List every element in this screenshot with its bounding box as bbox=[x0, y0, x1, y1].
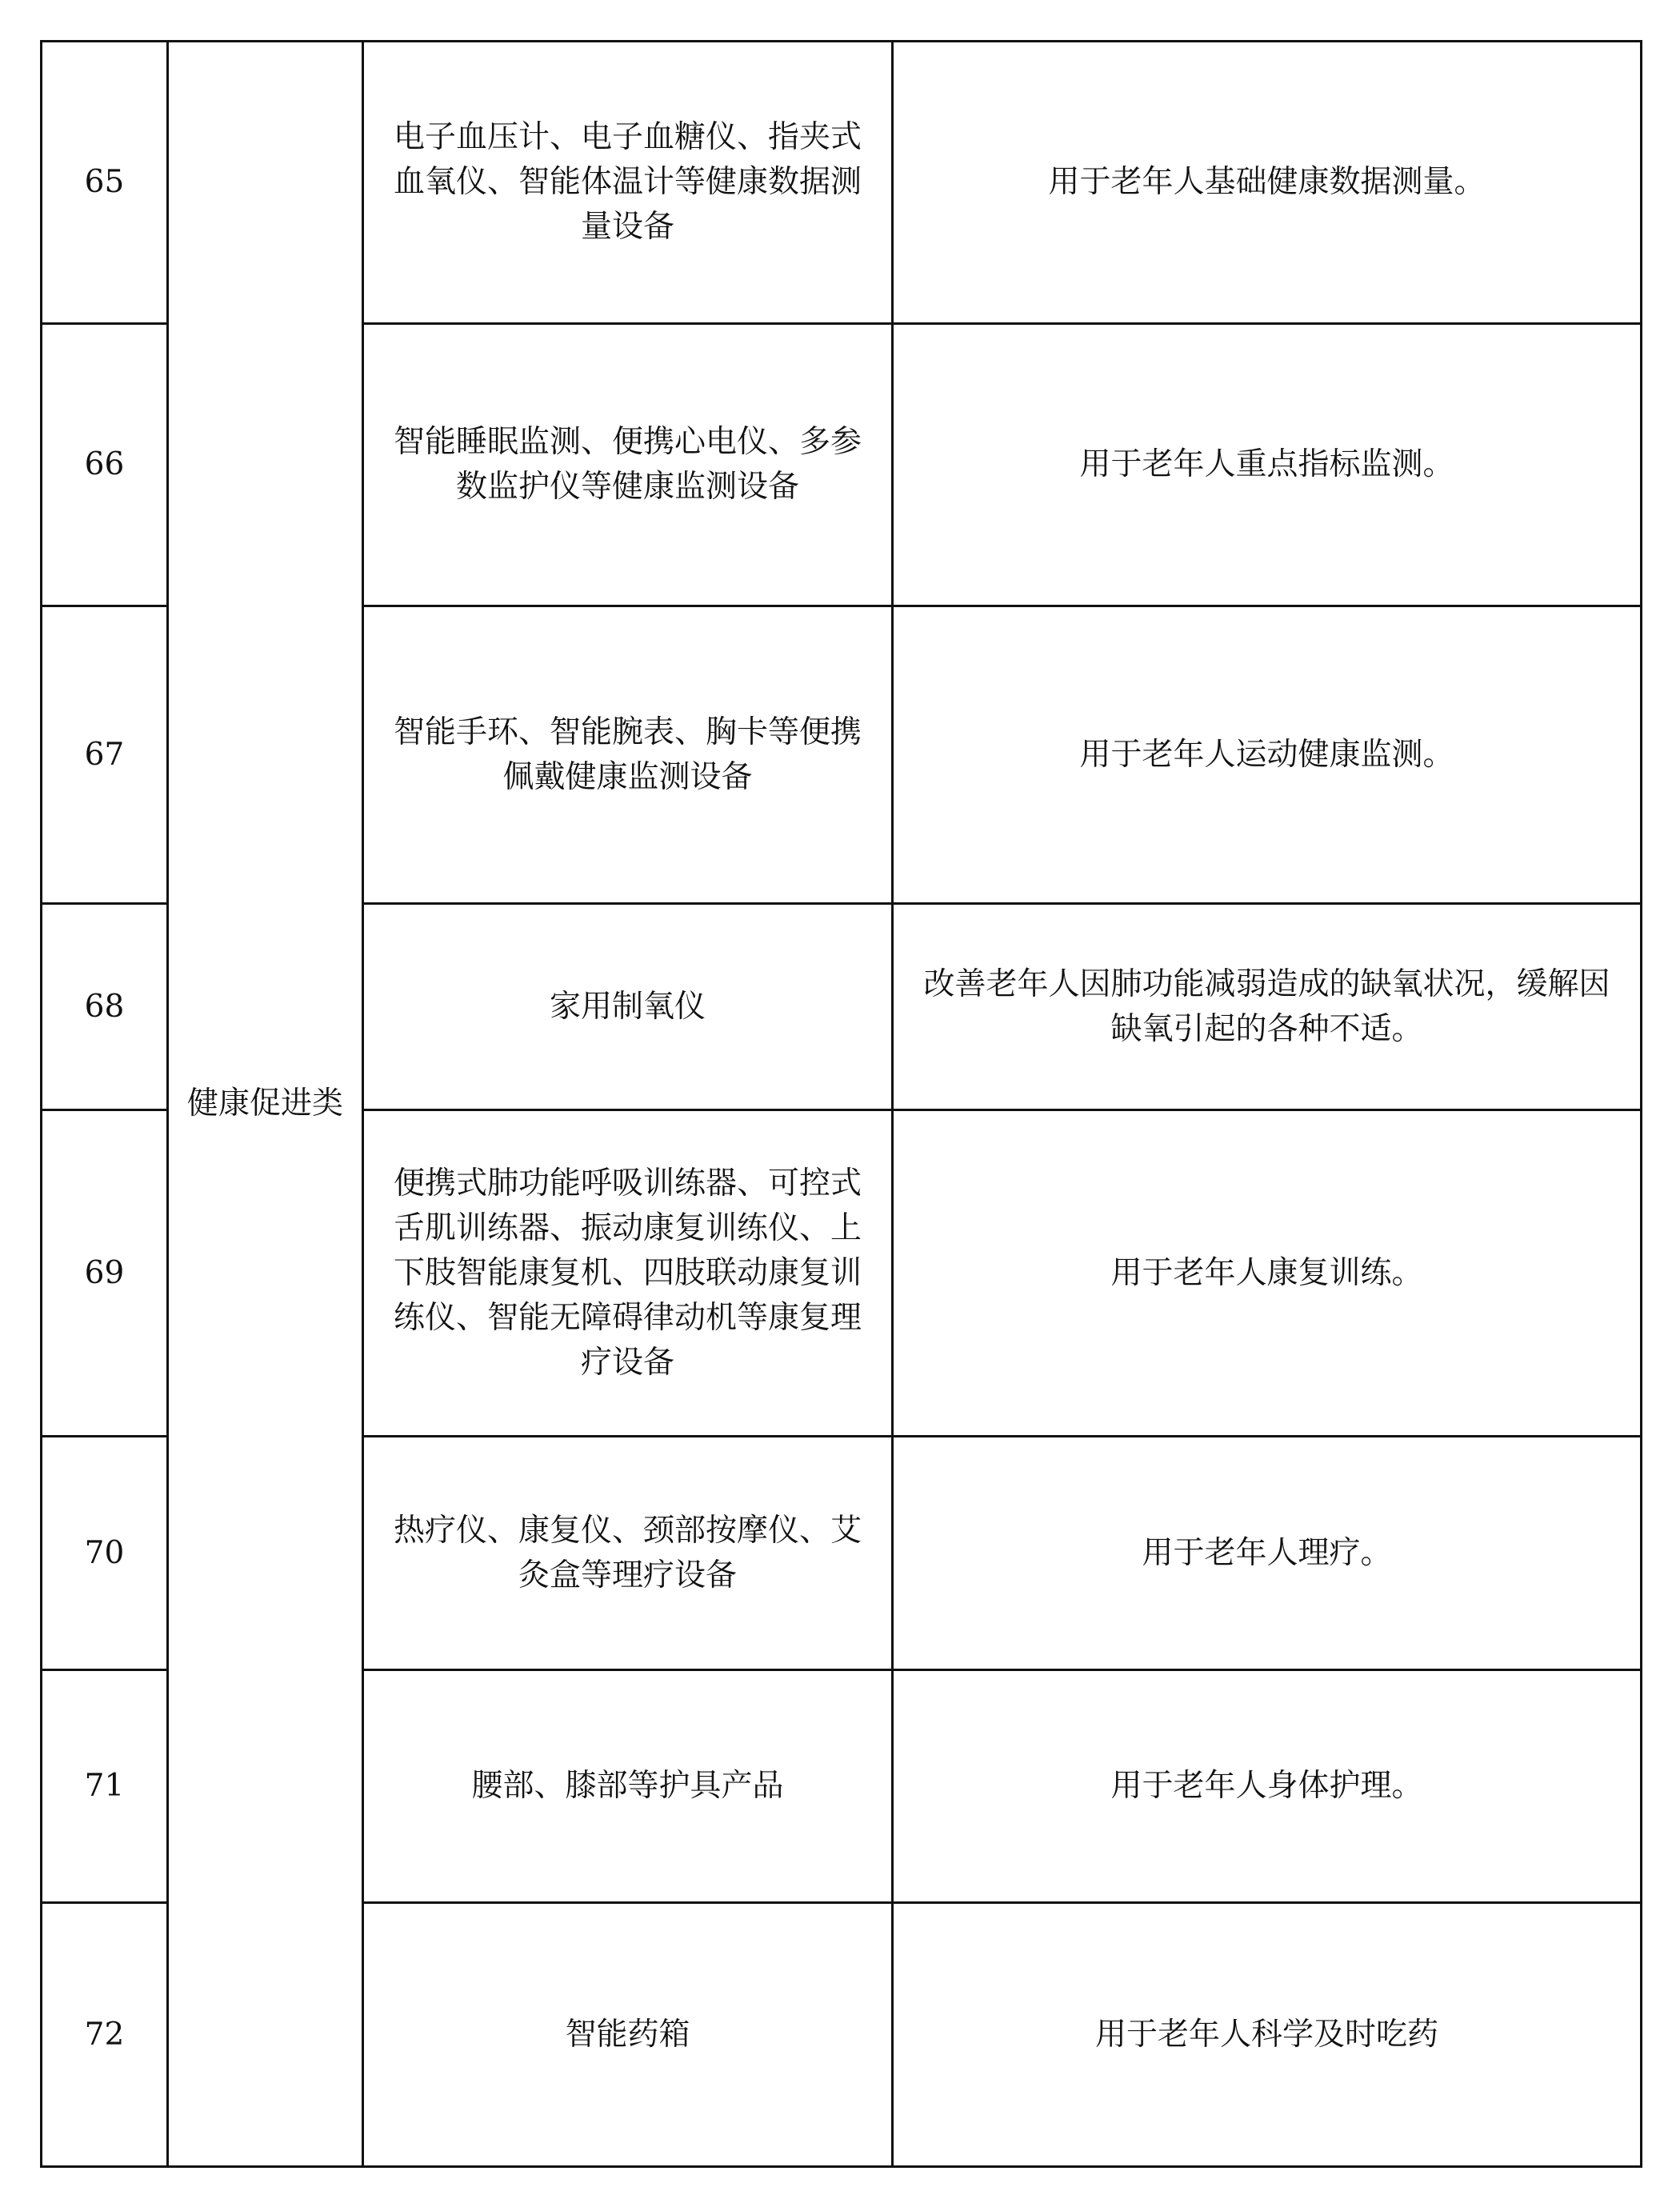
purpose-cell: 用于老年人康复训练。 bbox=[893, 1110, 1642, 1437]
purpose-cell: 改善老年人因肺功能减弱造成的缺氧状况，缓解因缺氧引起的各种不适。 bbox=[893, 904, 1642, 1110]
product-cell: 便携式肺功能呼吸训练器、可控式舌肌训练器、振动康复训练仪、上下肢智能康复机、四肢联动康复训练仪、智能无障碍律动机等康复理疗设备 bbox=[363, 1110, 893, 1437]
row-number: 67 bbox=[42, 606, 168, 904]
purpose-cell: 用于老年人基础健康数据测量。 bbox=[893, 42, 1642, 324]
category-cell: 健康促进类 bbox=[168, 42, 363, 2167]
table-row bbox=[42, 42, 1642, 324]
purpose-cell: 用于老年人理疗。 bbox=[893, 1437, 1642, 1670]
row-number: 69 bbox=[42, 1110, 168, 1437]
purpose-cell: 用于老年人身体护理。 bbox=[893, 1670, 1642, 1903]
row-number: 70 bbox=[42, 1437, 168, 1670]
row-number: 71 bbox=[42, 1670, 168, 1903]
purpose-cell: 用于老年人科学及时吃药 bbox=[893, 1903, 1642, 2167]
product-cell: 电子血压计、电子血糖仪、指夹式血氧仪、智能体温计等健康数据测量设备 bbox=[363, 42, 893, 324]
row-number: 65 bbox=[42, 42, 168, 324]
purpose-cell: 用于老年人运动健康监测。 bbox=[893, 606, 1642, 904]
row-number: 66 bbox=[42, 324, 168, 606]
product-cell: 智能手环、智能腕表、胸卡等便携佩戴健康监测设备 bbox=[363, 606, 893, 904]
product-cell: 智能睡眠监测、便携心电仪、多参数监护仪等健康监测设备 bbox=[363, 324, 893, 606]
product-cell: 热疗仪、康复仪、颈部按摩仪、艾灸盒等理疗设备 bbox=[363, 1437, 893, 1670]
row-number: 72 bbox=[42, 1903, 168, 2167]
product-catalog-table bbox=[40, 40, 1642, 2168]
product-cell: 家用制氧仪 bbox=[363, 904, 893, 1110]
purpose-cell: 用于老年人重点指标监测。 bbox=[893, 324, 1642, 606]
product-cell: 腰部、膝部等护具产品 bbox=[363, 1670, 893, 1903]
product-cell: 智能药箱 bbox=[363, 1903, 893, 2167]
row-number: 68 bbox=[42, 904, 168, 1110]
